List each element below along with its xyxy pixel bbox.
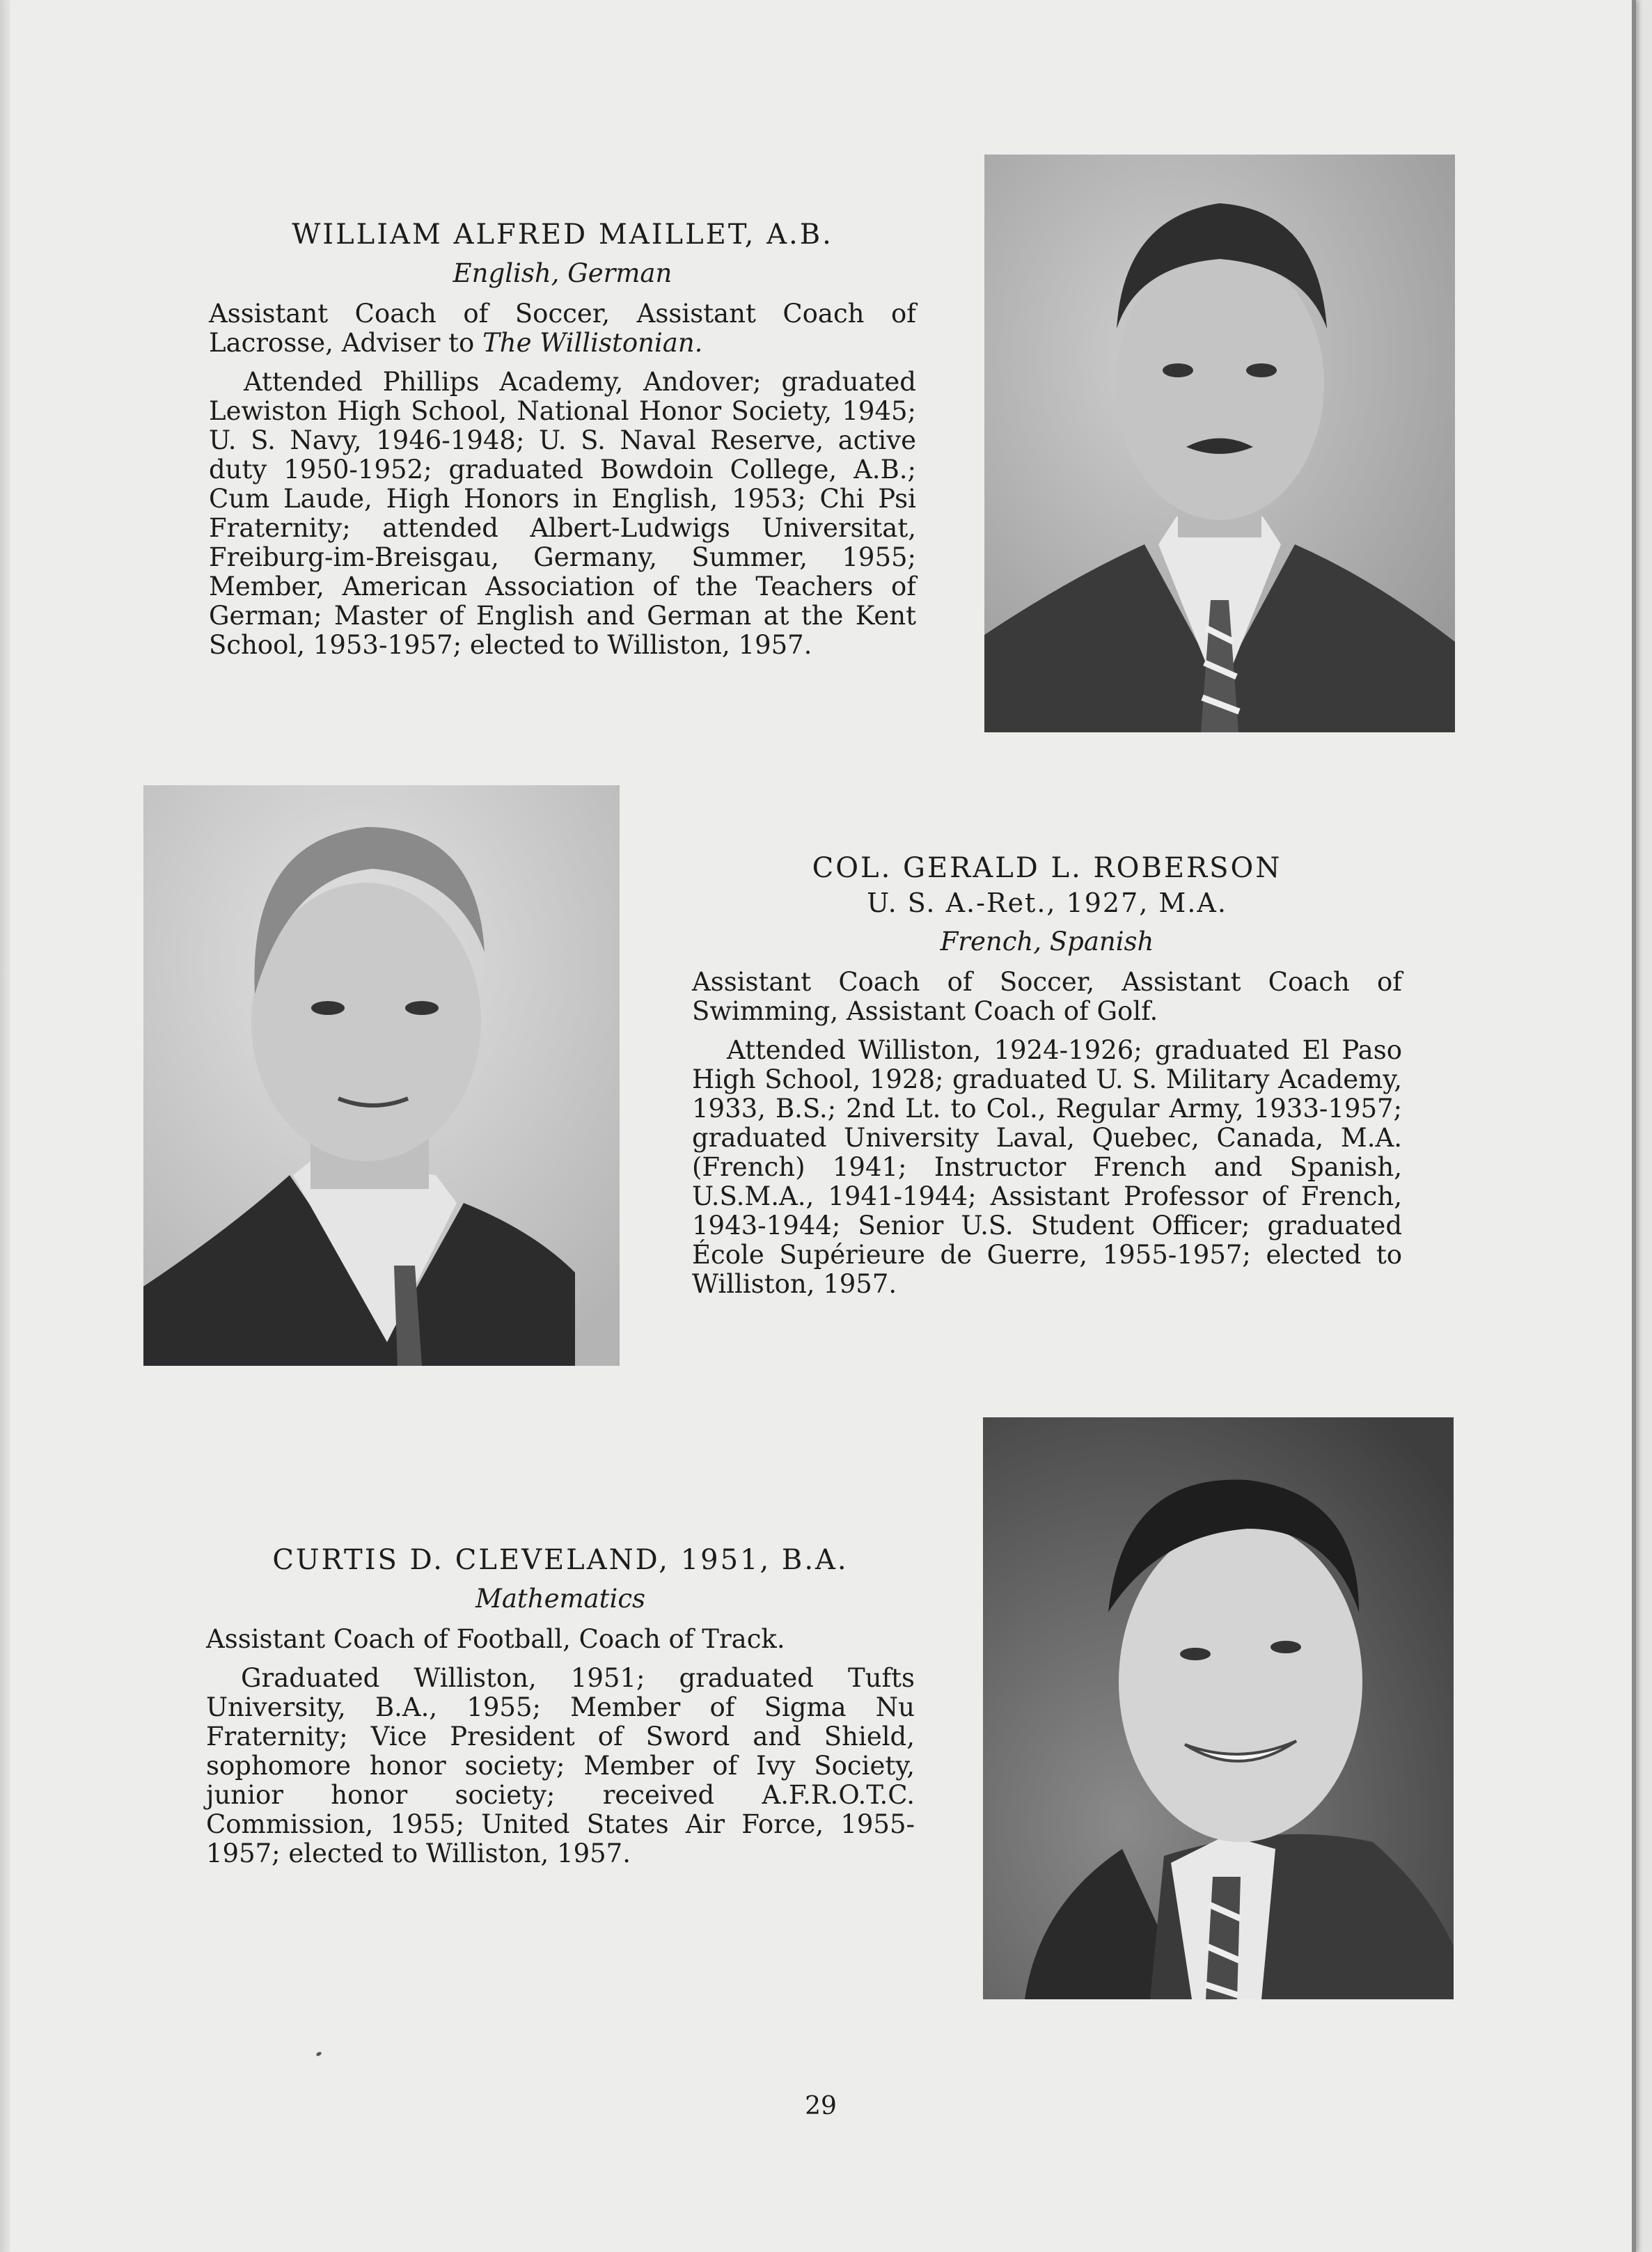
faculty-name: WILLIAM ALFRED MAILLET, A.B.	[292, 219, 833, 251]
faculty-entry-maillet	[209, 217, 916, 660]
faculty-duties	[209, 299, 916, 358]
page-number: 29	[805, 2092, 837, 2120]
faculty-bio: Attended Williston, 1924-1926; graduated El Paso High School, 1928; graduated U. S. Military Academy, 1933, B.S.; 2nd Lt. to Col., Regular Army, 1933-1957; graduated University Laval, Quebec, Canada, M.A. (French) 1941; Instructor French and Spanish, U.S.M.A., 1941-1944; Assistant Professor of French, 1943-1944; Senior U.S. Student Officer; graduated École Supérieure de Guerre, 1955-1957; elected to Williston, 1957.	[692, 1035, 1402, 1299]
faculty-bio: Graduated Williston, 1951; graduated Tufts University, B.A., 1955; Member of Sigma Nu Fraternity; Vice President of Sword and Shield, sophomore honor society; Member of Ivy Society, junior honor society; received A.F.R.O.T.C. Commission, 1955; United States Air Force, 1955-1957; elected to Williston, 1957.	[206, 1663, 915, 1868]
yearbook-page	[10, 0, 1636, 2252]
faculty-entry-roberson	[692, 851, 1402, 1299]
duties-text: Assistant Coach of Soccer, Assistant Coach of Lacrosse, Adviser to	[209, 299, 916, 358]
faculty-duties: Assistant Coach of Soccer, Assistant Coach of Swimming, Assistant Coach of Golf.	[692, 967, 1402, 1026]
publication-title: The Willistonian.	[482, 328, 703, 358]
faculty-duties: Assistant Coach of Football, Coach of Track.	[206, 1624, 785, 1654]
portrait-photo-maillet	[984, 155, 1455, 732]
faculty-name: CURTIS D. CLEVELAND, 1951, B.A.	[272, 1544, 849, 1576]
portrait-photo-roberson	[143, 785, 620, 1366]
faculty-entry-cleveland	[206, 1543, 915, 1868]
page-binding-edge	[0, 0, 10, 2252]
faculty-subject: Mathematics	[475, 1584, 646, 1614]
faculty-name: COL. GERALD L. ROBERSON	[812, 852, 1282, 884]
faculty-subject: English, German	[453, 258, 672, 288]
faculty-bio: Attended Phillips Academy, Andover; graduated Lewiston High School, National Honor Society, 1945; U. S. Navy, 1946-1948; U. S. Naval Reserve, active duty 1950-1952; graduated Bowdoin College, A.B.; Cum Laude, High Honors in English, 1953; Chi Psi Fraternity; attended Albert-Ludwigs Universitat, Freiburg-im-Breisgau, Germany, Summer, 1955; Member, American Association of the Teachers of German; Master of English and German at the Kent School, 1953-1957; elected to Williston, 1957.	[209, 367, 916, 660]
portrait-photo-cleveland	[983, 1417, 1454, 1999]
print-speck	[315, 2051, 322, 2056]
faculty-subject: French, Spanish	[940, 927, 1154, 956]
faculty-degree: U. S. A.-Ret., 1927, M.A.	[867, 888, 1227, 918]
